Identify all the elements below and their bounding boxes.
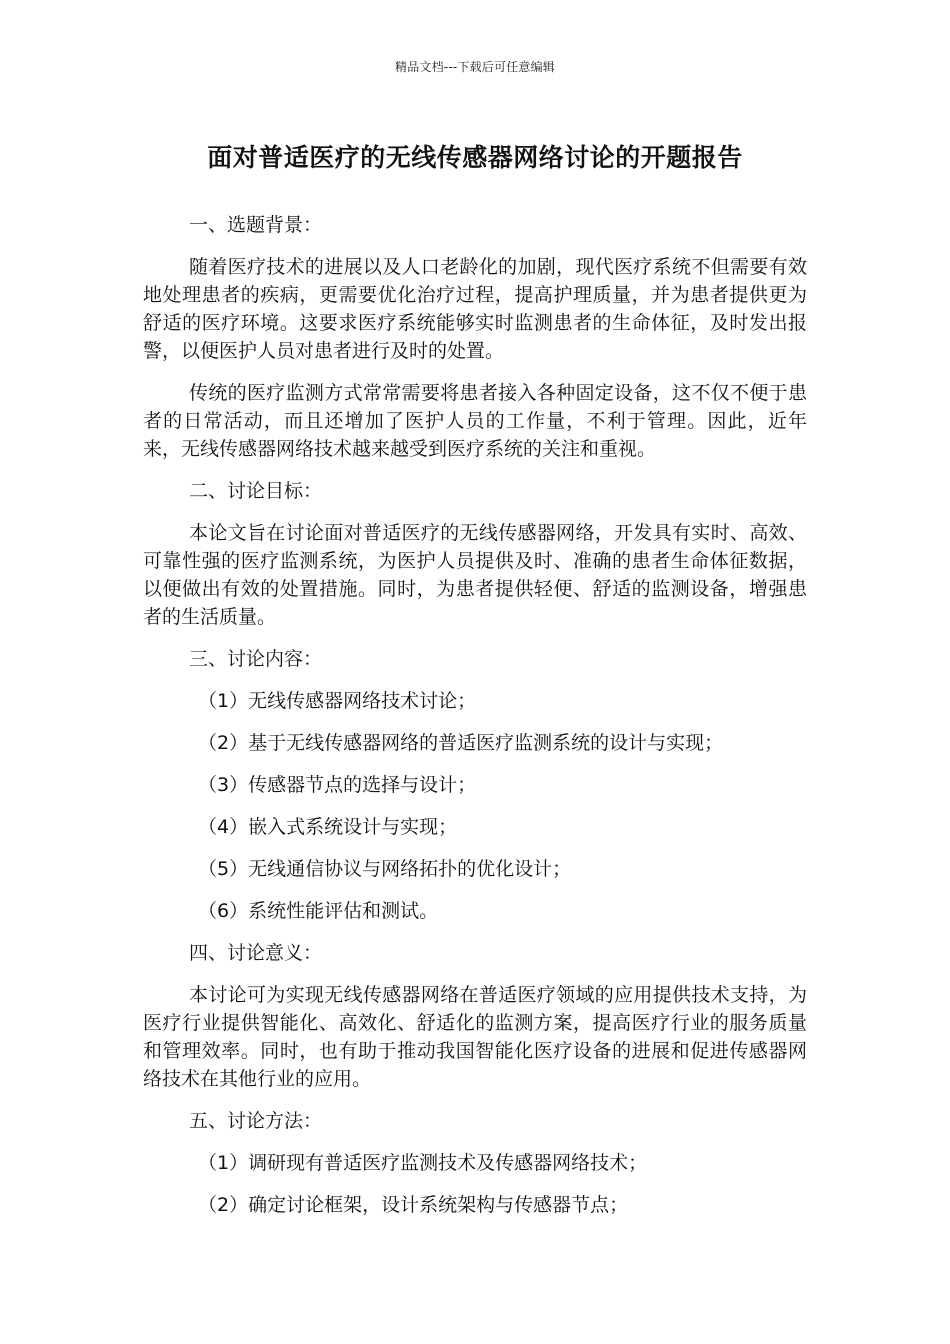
paragraph: 本讨论可为实现无线传感器网络在普适医疗领域的应用提供技术支持，为医疗行业提供智能化、高效化、舒适化的监测方案，提高医疗行业的服务质量和管理效率。同时，也有助于推动我国智能化医疗设备的进展和促进传感器网络技术在其他行业的应用。 [143, 984, 807, 1090]
list-item: （1）调研现有普适医疗监测技术及传感器网络技术； [198, 1152, 648, 1174]
list-item: （3）传感器节点的选择与设计； [198, 774, 477, 796]
list-item: （6）系统性能评估和测试。 [198, 900, 439, 922]
header-note: 精品文档---下载后可任意编辑 [395, 60, 555, 74]
list-item: （5）无线通信协议与网络拓扑的优化设计； [198, 858, 572, 880]
document-body [143, 211, 807, 1233]
paragraph: 传统的医疗监测方式常常需要将患者接入各种固定设备，这不仅不便于患者的日常活动，而且还增加了医护人员的工作量，不利于管理。因此，近年来，无线传感器网络技术越来越受到医疗系统的关注和重视。 [143, 382, 807, 460]
list-item: （2）确定讨论框架，设计系统架构与传感器节点； [198, 1194, 629, 1216]
paragraph: 本论文旨在讨论面对普适医疗的无线传感器网络，开发具有实时、高效、可靠性强的医疗监测系统，为医护人员提供及时、准确的患者生命体征数据，以便做出有效的处置措施。同时，为患者提供轻便、舒适的监测设备，增强患者的生活质量。 [143, 522, 807, 628]
section-heading-significance: 四、讨论意义： [189, 942, 323, 964]
section-heading-content: 三、讨论内容： [189, 648, 323, 670]
document-title: 面对普适医疗的无线传感器网络讨论的开题报告 [207, 143, 743, 172]
list-item: （1）无线传感器网络技术讨论； [198, 690, 477, 712]
list-item: （4）嵌入式系统设计与实现； [198, 816, 458, 838]
list-item: （2）基于无线传感器网络的普适医疗监测系统的设计与实现； [198, 732, 724, 754]
section-heading-goals: 二、讨论目标： [189, 480, 323, 502]
section-heading-methods: 五、讨论方法： [189, 1110, 323, 1132]
section-heading-background: 一、选题背景： [189, 214, 323, 236]
paragraph: 随着医疗技术的进展以及人口老龄化的加剧，现代医疗系统不但需要有效地处理患者的疾病，更需要优化治疗过程，提高护理质量，并为患者提供更为舒适的医疗环境。这要求医疗系统能够实时监测患者的生命体征，及时发出报警，以便医护人员对患者进行及时的处置。 [143, 256, 807, 362]
